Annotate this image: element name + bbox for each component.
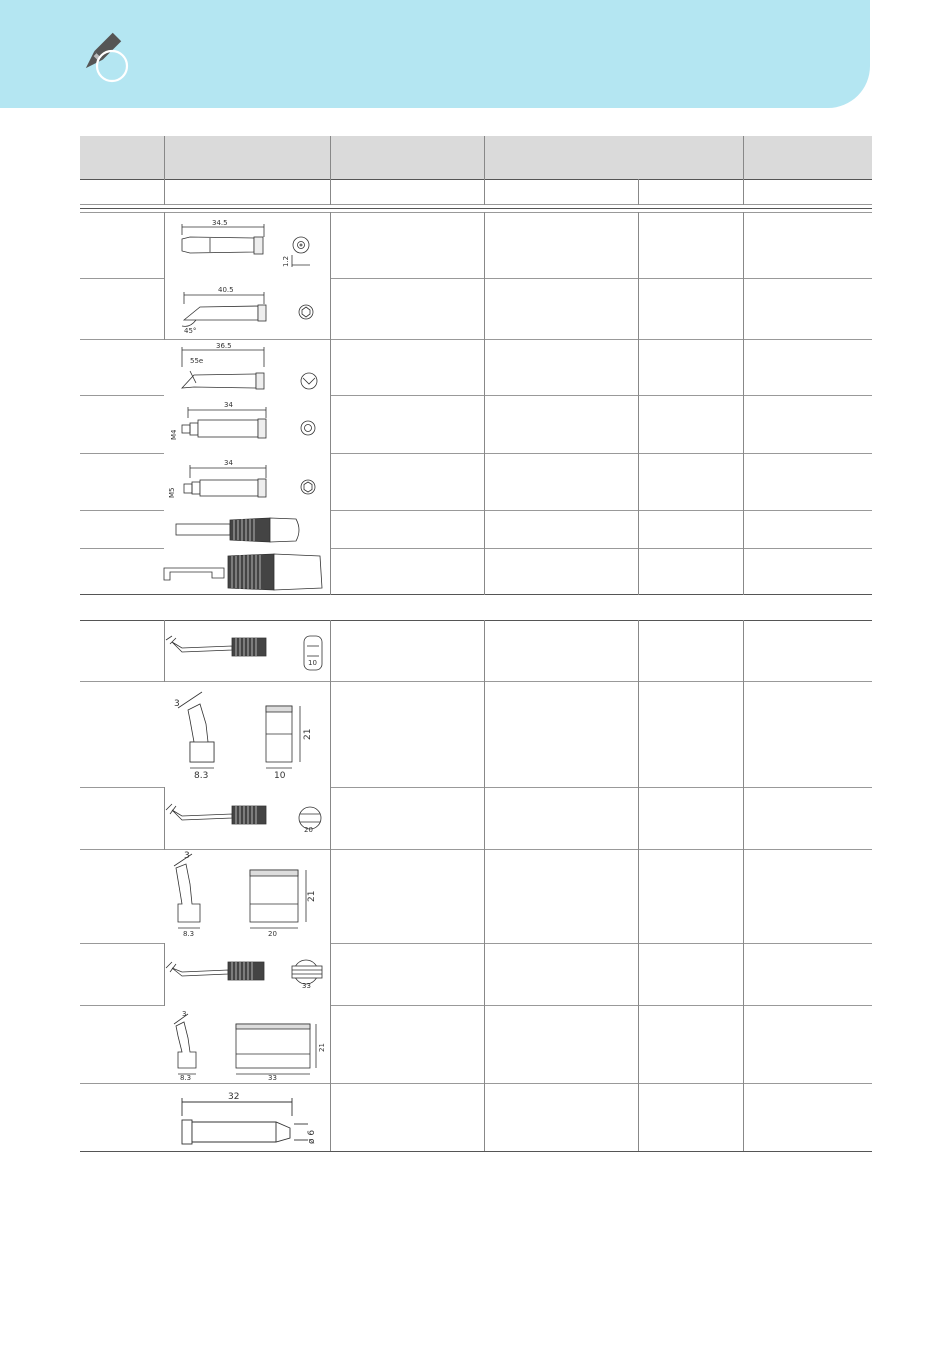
dim-length: 34 bbox=[224, 401, 233, 409]
dim-height: 21 bbox=[318, 1043, 326, 1052]
dim-height: 21 bbox=[303, 728, 313, 740]
pin-tip-drawing-2 bbox=[170, 456, 330, 510]
blade-tip-drawing-3 bbox=[162, 948, 330, 1004]
soldering-tip-icon bbox=[74, 30, 134, 86]
blade-detail-drawing-2 bbox=[170, 846, 330, 942]
dim-width: 1.2 bbox=[282, 255, 290, 267]
table-header bbox=[80, 136, 872, 179]
dim-length: 34.5 bbox=[212, 219, 228, 227]
header-banner bbox=[0, 0, 870, 108]
dim-length: 32 bbox=[228, 1092, 240, 1102]
knife-tip-drawing bbox=[170, 341, 330, 395]
dim-depth: 20 bbox=[268, 930, 277, 938]
pin-tip-drawing-1 bbox=[170, 398, 330, 452]
extractor-tool-drawing-2 bbox=[162, 550, 330, 594]
dim-depth: 33 bbox=[268, 1074, 277, 1082]
bevel-tip-drawing bbox=[170, 282, 330, 338]
dim-angle: 45° bbox=[184, 327, 197, 335]
dim-height: 21 bbox=[307, 890, 317, 902]
dim-angle: 55e bbox=[190, 357, 204, 365]
dim-thickness: 3 bbox=[182, 1010, 187, 1018]
blade-detail-drawing-1 bbox=[170, 684, 330, 786]
dim-diameter: ø 6 bbox=[307, 1129, 317, 1144]
dim-thread: M4 bbox=[170, 429, 178, 440]
blade-tip-drawing-1 bbox=[162, 624, 330, 680]
blade-detail-drawing-3 bbox=[170, 1008, 330, 1082]
dim-depth: 10 bbox=[274, 771, 286, 781]
dim-blade-width: 8.3 bbox=[194, 771, 209, 781]
dim-length: 34 bbox=[224, 459, 233, 467]
cylindrical-tip-drawing bbox=[172, 1086, 330, 1150]
dim-blade-width: 8.3 bbox=[180, 1074, 192, 1082]
dim-blade-width: 8.3 bbox=[183, 930, 195, 938]
dim-width: 10 bbox=[308, 659, 317, 667]
dim-width: 20 bbox=[304, 826, 313, 834]
dim-length: 36.5 bbox=[216, 342, 232, 350]
dim-thickness: 3 bbox=[174, 699, 180, 709]
dim-thread: M5 bbox=[168, 487, 176, 498]
dim-length: 40.5 bbox=[218, 286, 234, 294]
extractor-tool-drawing-1 bbox=[170, 512, 330, 548]
dim-width: 33 bbox=[302, 982, 311, 990]
dim-thickness: 3 bbox=[184, 851, 190, 861]
blade-tip-drawing-2 bbox=[162, 792, 330, 848]
chisel-tip-drawing-1 bbox=[170, 215, 330, 275]
